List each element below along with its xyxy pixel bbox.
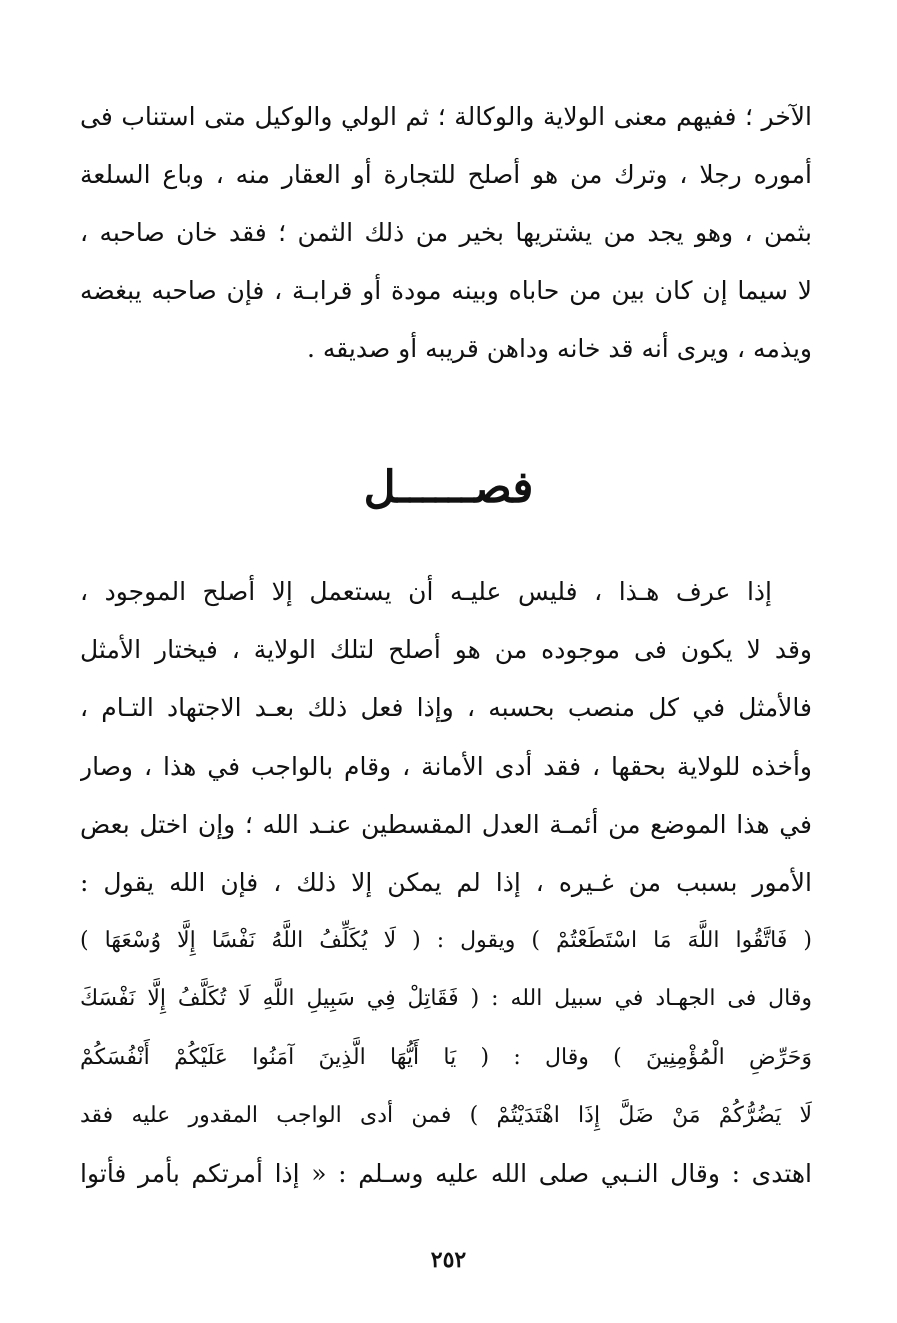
quran-verse-line: ( فَاتَّقُوا اللَّهَ مَا اسْتَطَعْتُمْ ) ويقول : ( لَا يُكَلِّفُ اللَّهُ نَفْسًا إِلَّا وُسْعَهَا ) — [80, 928, 812, 954]
text-line: اهتدى : وقال النـبي صلى الله عليه وسـلم : « إذا أمرتكم بأمر فأتوا — [80, 1158, 812, 1188]
quran-verse-line: وقال فى الجهـاد في سبيل الله : ( فَقَاتِلْ فِي سَبِيلِ اللَّهِ لَا تُكَلَّفُ إِلَّا نَفْسَكَ — [80, 986, 812, 1012]
quran-verse-line: لَا يَضُرُّكُمْ مَنْ ضَلَّ إِذَا اهْتَدَيْتُمْ ) فمن أدى الواجب المقدور عليه فقد — [80, 1102, 812, 1128]
text-line: فالأمثل في كل منصب بحسبه ، وإذا فعل ذلك بعـد الاجتهاد التـام ، — [80, 693, 812, 723]
text-line: الأمور بسبب من غـيره ، إذا لم يمكن إلا ذلك ، فإن الله يقول : — [80, 867, 812, 897]
section-heading: فصــــــل — [363, 462, 534, 513]
text-line: الآخر ؛ ففيهم معنى الولاية والوكالة ؛ ثم الولي والوكيل متى استناب فى — [80, 102, 812, 131]
paragraph-2 — [80, 563, 812, 1203]
text-line: ويذمه ، ويرى أنه قد خانه وداهن قريبه أو صديقه . — [306, 334, 812, 363]
text-line: وأخذه للولاية بحقها ، فقد أدى الأمانة ، وقام بالواجب في هذا ، وصار — [80, 751, 812, 781]
paragraph-1 — [80, 88, 812, 378]
text-line: أموره رجلا ، وترك من هو أصلح للتجارة أو العقار منه ، وباع السلعة — [80, 160, 812, 189]
text-line: لا سيما إن كان بين من حاباه وبينه مودة أو قرابـة ، فإن صاحبه يبغضه — [80, 276, 812, 305]
text-line: في هذا الموضع من أئمـة العدل المقسطين عنـد الله ؛ وإن اختل بعض — [80, 809, 812, 839]
text-line: بثمن ، وهو يجد من يشتريها بخير من ذلك الثمن ؛ فقد خان صاحبه ، — [80, 218, 812, 247]
text-line: إذا عرف هـذا ، فليس عليـه أن يستعمل إلا أصلح الموجود ، — [80, 577, 772, 606]
quran-verse-line: وَحَرِّضِ الْمُؤْمِنِينَ ) وقال : ( يَا أَيُّهَا الَّذِينَ آمَنُوا عَلَيْكُمْ أَنْفُسَكُمْ — [80, 1044, 812, 1070]
text-line: وقد لا يكون فى موجوده من هو أصلح لتلك الولاية ، فيختار الأمثل — [80, 635, 812, 665]
page-number: ٢٥٢ — [430, 1247, 467, 1273]
